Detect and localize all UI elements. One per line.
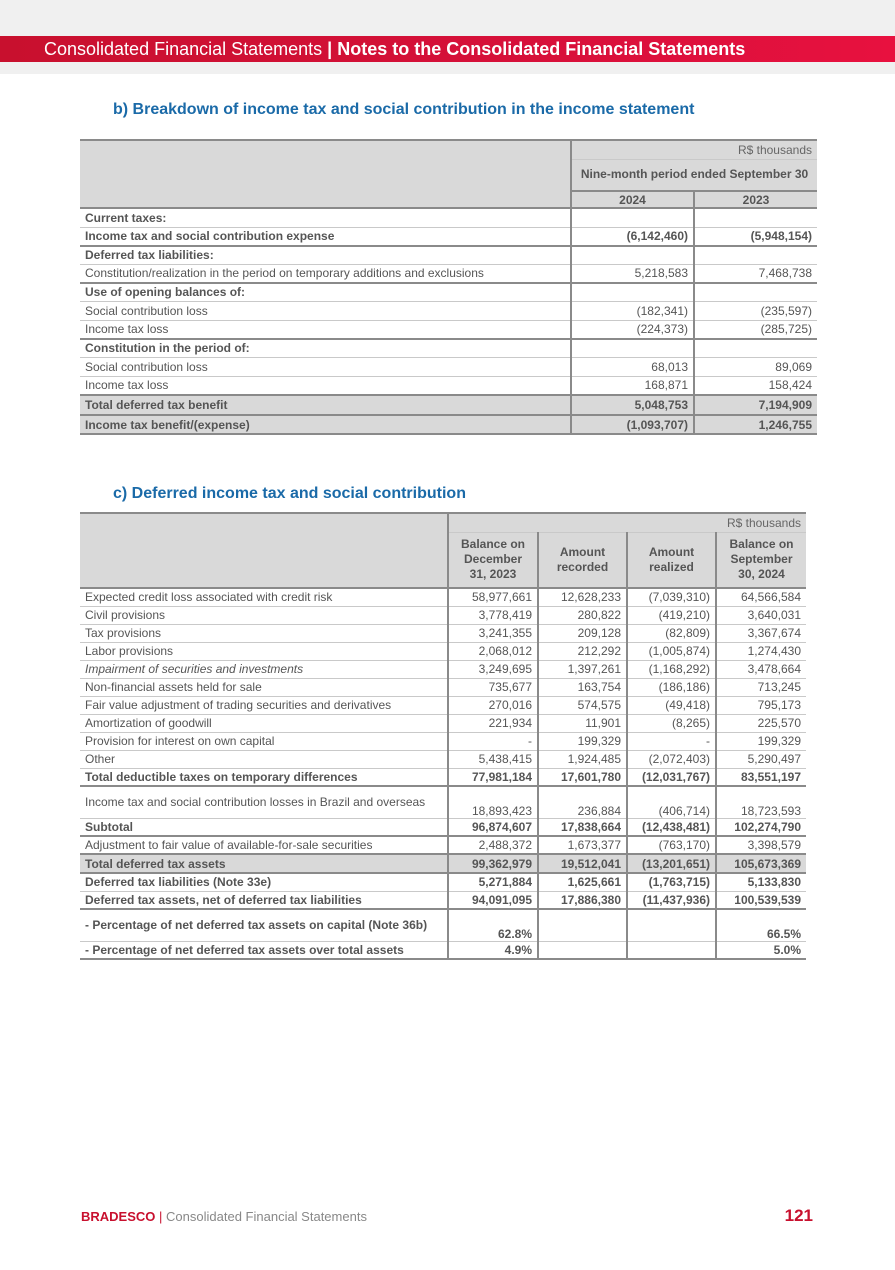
footer-text: Consolidated Financial Statements (166, 1209, 367, 1224)
row-label: Deferred tax assets, net of deferred tax liabilities (80, 891, 448, 909)
table-row (80, 873, 806, 891)
table-row (80, 891, 806, 909)
value-2024: 168,871 (571, 376, 694, 395)
table-row (80, 208, 817, 227)
value-2024: 68,013 (571, 357, 694, 376)
table-row (80, 320, 817, 339)
value-2024: 5,218,583 (571, 264, 694, 283)
table-row (80, 696, 806, 714)
table-row (80, 606, 806, 624)
value-2023: (5,948,154) (694, 227, 817, 246)
row-label: Subtotal (80, 818, 448, 836)
amount-realized (627, 909, 716, 941)
row-label: Deferred tax liabilities: (80, 246, 571, 264)
table-row (80, 246, 817, 264)
value-2023: 1,246,755 (694, 415, 817, 434)
table-c-col-balance-2024: Balance on September 30, 2024 (716, 532, 806, 588)
amount-realized: (7,039,310) (627, 588, 716, 606)
income-tax-breakdown-table (80, 139, 817, 435)
row-label: Income tax loss (80, 376, 571, 395)
balance-2024: 795,173 (716, 696, 806, 714)
amount-realized: (419,210) (627, 606, 716, 624)
balance-2023: 2,068,012 (448, 642, 538, 660)
amount-recorded: 17,838,664 (538, 818, 627, 836)
amount-recorded: 12,628,233 (538, 588, 627, 606)
row-label: Income tax and social contribution expense (80, 227, 571, 246)
top-margin (0, 0, 895, 36)
table-b-unit: R$ thousands (571, 140, 817, 159)
amount-recorded: 17,886,380 (538, 891, 627, 909)
value-2024 (571, 208, 694, 227)
table-row (80, 339, 817, 357)
table-b-period: Nine-month period ended September 30 (571, 159, 817, 191)
value-2024: (182,341) (571, 301, 694, 320)
value-2023: 7,468,738 (694, 264, 817, 283)
table-c-corner (80, 513, 448, 588)
balance-2024: 3,367,674 (716, 624, 806, 642)
amount-recorded: 280,822 (538, 606, 627, 624)
table-row (80, 836, 806, 854)
amount-recorded: 163,754 (538, 678, 627, 696)
table-b-col-2023: 2023 (694, 191, 817, 208)
amount-recorded: 1,397,261 (538, 660, 627, 678)
table-row (80, 941, 806, 959)
balance-2024: 5,133,830 (716, 873, 806, 891)
table-c-unit: R$ thousands (448, 513, 806, 532)
table-row (80, 264, 817, 283)
table-row (80, 732, 806, 750)
table-c-col-realized: Amount realized (627, 532, 716, 588)
amount-recorded: 11,901 (538, 714, 627, 732)
table-row (80, 854, 806, 873)
amount-realized: (12,031,767) (627, 768, 716, 786)
balance-2024: 5,290,497 (716, 750, 806, 768)
balance-2024: 83,551,197 (716, 768, 806, 786)
balance-2024: 1,274,430 (716, 642, 806, 660)
amount-recorded: 1,625,661 (538, 873, 627, 891)
amount-recorded (538, 941, 627, 959)
amount-recorded (538, 909, 627, 941)
balance-2024: 3,640,031 (716, 606, 806, 624)
row-label: Amortization of goodwill (80, 714, 448, 732)
balance-2023: 5,438,415 (448, 750, 538, 768)
amount-realized: (49,418) (627, 696, 716, 714)
balance-2024: 3,478,664 (716, 660, 806, 678)
table-row (80, 818, 806, 836)
section-b-title: b) Breakdown of income tax and social contribution in the income statement (113, 101, 695, 118)
row-label: Fair value adjustment of trading securities and derivatives (80, 696, 448, 714)
table-row (80, 624, 806, 642)
row-label: Adjustment to fair value of available-for-sale securities (80, 836, 448, 854)
table-row (80, 588, 806, 606)
row-label: Income tax loss (80, 320, 571, 339)
balance-2024: 66.5% (716, 909, 806, 941)
balance-2023: 99,362,979 (448, 854, 538, 873)
value-2023 (694, 283, 817, 301)
amount-realized: (2,072,403) (627, 750, 716, 768)
balance-2024: 102,274,790 (716, 818, 806, 836)
balance-2023: 270,016 (448, 696, 538, 714)
value-2024 (571, 283, 694, 301)
balance-2023: 3,778,419 (448, 606, 538, 624)
row-label: Civil provisions (80, 606, 448, 624)
row-label: Income tax and social contribution losses in Brazil and overseas (80, 786, 448, 818)
value-2023 (694, 339, 817, 357)
table-row (80, 768, 806, 786)
row-label: Total deductible taxes on temporary differences (80, 768, 448, 786)
table-c-col-recorded: Amount recorded (538, 532, 627, 588)
balance-2024: 64,566,584 (716, 588, 806, 606)
header-banner (0, 36, 895, 62)
balance-2023: 3,241,355 (448, 624, 538, 642)
table-row (80, 660, 806, 678)
amount-recorded: 209,128 (538, 624, 627, 642)
row-label: Total deferred tax assets (80, 854, 448, 873)
table-row (80, 227, 817, 246)
balance-2024: 100,539,539 (716, 891, 806, 909)
balance-2024: 225,570 (716, 714, 806, 732)
footer-separator: | (159, 1209, 163, 1224)
amount-recorded: 1,924,485 (538, 750, 627, 768)
value-2023: (285,725) (694, 320, 817, 339)
amount-realized: (8,265) (627, 714, 716, 732)
table-row (80, 909, 806, 941)
header-underband (0, 62, 895, 74)
section-c-title: c) Deferred income tax and social contribution (113, 485, 466, 502)
table-row (80, 415, 817, 434)
table-b-col-2024: 2024 (571, 191, 694, 208)
amount-recorded: 17,601,780 (538, 768, 627, 786)
row-label: Other (80, 750, 448, 768)
row-label: Labor provisions (80, 642, 448, 660)
balance-2023: 2,488,372 (448, 836, 538, 854)
table-b-corner (80, 140, 571, 208)
value-2024: (224,373) (571, 320, 694, 339)
value-2024: 5,048,753 (571, 395, 694, 415)
balance-2024: 105,673,369 (716, 854, 806, 873)
table-row (80, 678, 806, 696)
balance-2023: - (448, 732, 538, 750)
amount-recorded: 236,884 (538, 786, 627, 818)
amount-realized: (406,714) (627, 786, 716, 818)
amount-recorded: 199,329 (538, 732, 627, 750)
table-row (80, 714, 806, 732)
page-number: 121 (784, 1206, 813, 1225)
balance-2023: 735,677 (448, 678, 538, 696)
row-label: Social contribution loss (80, 357, 571, 376)
balance-2024: 199,329 (716, 732, 806, 750)
row-label: Constitution/realization in the period on temporary additions and exclusions (80, 264, 571, 283)
table-row (80, 357, 817, 376)
amount-realized: (82,809) (627, 624, 716, 642)
row-label: Tax provisions (80, 624, 448, 642)
row-label: Provision for interest on own capital (80, 732, 448, 750)
balance-2023: 18,893,423 (448, 786, 538, 818)
balance-2023: 62.8% (448, 909, 538, 941)
value-2023 (694, 246, 817, 264)
footer (81, 1209, 367, 1224)
table-row (80, 750, 806, 768)
amount-recorded: 574,575 (538, 696, 627, 714)
table-row (80, 786, 806, 818)
row-label: - Percentage of net deferred tax assets over total assets (80, 941, 448, 959)
row-label: Income tax benefit/(expense) (80, 415, 571, 434)
balance-2024: 3,398,579 (716, 836, 806, 854)
value-2024: (6,142,460) (571, 227, 694, 246)
table-row (80, 376, 817, 395)
footer-brand: BRADESCO (81, 1209, 156, 1224)
amount-realized: (11,437,936) (627, 891, 716, 909)
amount-realized: (13,201,651) (627, 854, 716, 873)
balance-2024: 713,245 (716, 678, 806, 696)
value-2024 (571, 246, 694, 264)
table-row (80, 283, 817, 301)
amount-realized: (763,170) (627, 836, 716, 854)
balance-2024: 5.0% (716, 941, 806, 959)
amount-recorded: 1,673,377 (538, 836, 627, 854)
header-subsection: Notes to the Consolidated Financial Statements (337, 39, 746, 59)
balance-2023: 96,874,607 (448, 818, 538, 836)
row-label: Constitution in the period of: (80, 339, 571, 357)
table-row (80, 642, 806, 660)
row-label: Use of opening balances of: (80, 283, 571, 301)
row-label: Deferred tax liabilities (Note 33e) (80, 873, 448, 891)
balance-2023: 221,934 (448, 714, 538, 732)
balance-2023: 5,271,884 (448, 873, 538, 891)
balance-2023: 77,981,184 (448, 768, 538, 786)
row-label: Expected credit loss associated with credit risk (80, 588, 448, 606)
table-row (80, 301, 817, 320)
value-2023: 7,194,909 (694, 395, 817, 415)
row-label: Total deferred tax benefit (80, 395, 571, 415)
value-2024 (571, 339, 694, 357)
balance-2023: 94,091,095 (448, 891, 538, 909)
amount-realized: (1,168,292) (627, 660, 716, 678)
table-row (80, 395, 817, 415)
value-2024: (1,093,707) (571, 415, 694, 434)
amount-realized (627, 941, 716, 959)
value-2023 (694, 208, 817, 227)
header-section: Consolidated Financial Statements (44, 39, 323, 59)
row-label: Current taxes: (80, 208, 571, 227)
balance-2023: 58,977,661 (448, 588, 538, 606)
row-label: Non-financial assets held for sale (80, 678, 448, 696)
balance-2023: 4.9% (448, 941, 538, 959)
row-label: - Percentage of net deferred tax assets on capital (Note 36b) (80, 909, 448, 941)
deferred-tax-table (80, 512, 806, 960)
amount-realized: (186,186) (627, 678, 716, 696)
amount-recorded: 212,292 (538, 642, 627, 660)
table-c-col-balance-2023: Balance on December 31, 2023 (448, 532, 538, 588)
amount-realized: (1,005,874) (627, 642, 716, 660)
value-2023: 89,069 (694, 357, 817, 376)
value-2023: (235,597) (694, 301, 817, 320)
amount-realized: (1,763,715) (627, 873, 716, 891)
balance-2023: 3,249,695 (448, 660, 538, 678)
amount-realized: (12,438,481) (627, 818, 716, 836)
amount-realized: - (627, 732, 716, 750)
row-label: Social contribution loss (80, 301, 571, 320)
value-2023: 158,424 (694, 376, 817, 395)
row-label: Impairment of securities and investments (80, 660, 448, 678)
amount-recorded: 19,512,041 (538, 854, 627, 873)
header-separator: | (327, 39, 333, 59)
balance-2024: 18,723,593 (716, 786, 806, 818)
